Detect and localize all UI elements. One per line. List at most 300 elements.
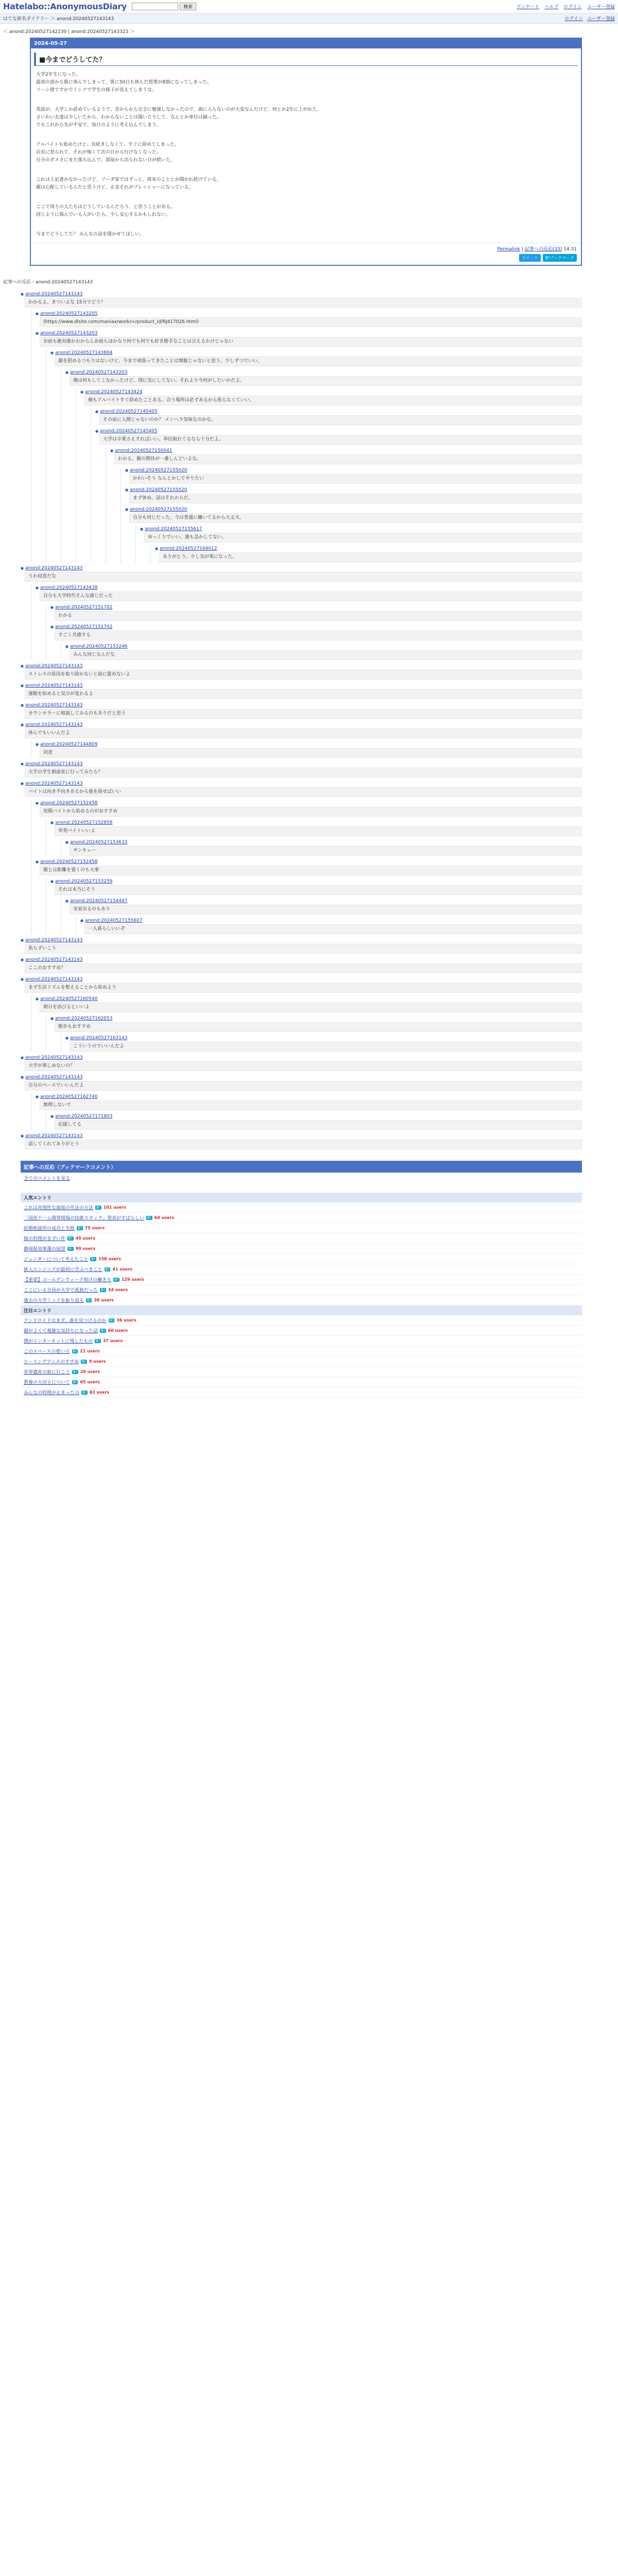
entry-link[interactable]: ジェンダーについて考えたこと — [24, 1257, 89, 1262]
reaction-children — [91, 409, 582, 562]
reaction-node — [21, 565, 582, 660]
reaction-link[interactable]: anond:20240527143143 — [25, 957, 83, 962]
bullet-icon: ● — [36, 860, 39, 864]
subnav-login[interactable]: ログイン — [564, 16, 583, 22]
bullet-icon: ● — [65, 899, 69, 903]
reaction-node — [95, 409, 582, 425]
reaction-node — [36, 800, 582, 856]
reaction-text: 朝日を浴びるといいよ — [40, 1003, 582, 1012]
reaction-link[interactable]: anond:20240527152458 — [40, 859, 98, 865]
bullet-icon: ● — [21, 977, 24, 981]
entry-list-item — [21, 1346, 582, 1357]
reaction-node — [50, 604, 582, 621]
reaction-link[interactable]: anond:20240527143203 — [70, 370, 128, 375]
user-count[interactable]: 158 users — [98, 1257, 121, 1261]
reaction-node — [21, 976, 582, 1052]
bullet-icon: ● — [95, 410, 99, 414]
entry-paragraph: 親は心配しているんだと思うけど、正直それがプレッシャーになっている。 — [36, 185, 194, 190]
entry-paragraph: ソーシ閉ですかでミシナで学生の様子が見えてしまうな。 — [36, 88, 157, 93]
entry-list-item — [21, 1295, 582, 1306]
bookmark-comments-title: 記事への反応（ブックマークコメント） — [21, 1161, 582, 1173]
reaction-link[interactable]: anond:20240527155607 — [85, 918, 143, 923]
reaction-link[interactable]: anond:20240527143143 — [25, 781, 83, 786]
user-count[interactable]: 64 users — [154, 1215, 175, 1220]
bullet-icon: ● — [80, 919, 84, 923]
reaction-head — [50, 604, 582, 611]
reaction-children — [31, 800, 582, 934]
reaction-text: 同意 — [40, 748, 582, 758]
bullet-icon: ● — [65, 645, 69, 649]
reaction-link[interactable]: anond:20240527155617 — [145, 527, 202, 532]
entry-list-item — [21, 1387, 582, 1398]
hatena-bookmark-icon: B! — [96, 1338, 100, 1343]
reaction-link[interactable]: anond:20240527143143 — [25, 1133, 83, 1139]
hatena-bookmark-icon: B! — [73, 1369, 77, 1374]
reaction-head — [50, 878, 582, 885]
bullet-icon: ● — [21, 292, 24, 296]
reaction-link[interactable]: anond:20240527162740 — [40, 1094, 98, 1099]
bullet-icon: ● — [21, 958, 24, 962]
reaction-link[interactable]: anond:20240527143143 — [25, 977, 83, 982]
user-count[interactable]: 75 users — [84, 1226, 105, 1230]
bullet-icon: ● — [36, 331, 39, 335]
reaction-node — [50, 820, 582, 856]
bullet-icon: ● — [65, 1036, 69, 1040]
entry-list-item — [21, 1223, 582, 1233]
bullet-icon: ● — [50, 821, 54, 825]
entry-list-item — [21, 1326, 582, 1336]
entry-link[interactable]: 世界遺産の旅に行こう — [24, 1370, 71, 1375]
reaction-node — [21, 957, 582, 973]
reaction-link[interactable]: anond:20240527151702 — [55, 605, 113, 610]
hatena-bookmark-icon: B! — [109, 1318, 114, 1323]
entry-paragraph: 大学2年生になった。 — [36, 72, 81, 77]
hatena-bookmark-icon: B! — [105, 1267, 110, 1272]
subnav-register[interactable]: ユーザー登録 — [587, 16, 615, 22]
reaction-head — [50, 820, 582, 826]
reactions-header: 記事への反応 - anond:20240527143143 — [3, 280, 93, 285]
reaction-link[interactable]: anond:20240527143424 — [85, 389, 143, 395]
entry-list-item — [21, 1357, 582, 1367]
reaction-link[interactable]: anond:20240527150041 — [115, 448, 173, 453]
reaction-head — [50, 1015, 582, 1022]
reaction-link[interactable]: anond:20240527143143 — [25, 722, 83, 727]
user-count[interactable]: 9 users — [89, 1359, 106, 1364]
reaction-text: サンキュー — [70, 846, 582, 856]
user-count[interactable]: 49 users — [75, 1236, 96, 1241]
reaction-text: うわ同意だな — [25, 572, 582, 582]
nav-help[interactable]: ヘルプ — [544, 5, 559, 10]
entry-link[interactable]: 結婚相談所の成功と失敗 — [24, 1226, 75, 1231]
reaction-link[interactable]: anond:20240527162053 — [55, 1016, 113, 1021]
reaction-node — [36, 996, 582, 1052]
entry-date: 2024-05-27 — [31, 39, 581, 48]
bullet-icon: ● — [21, 1075, 24, 1079]
reaction-text: 短期バイトから始めるのがおすすめ — [40, 807, 582, 817]
reaction-text: 自分も大学時代そんな感じだった — [40, 591, 582, 601]
reaction-link[interactable]: anond:20240527155020 — [130, 487, 187, 493]
hatena-bookmark-icon: B! — [68, 1236, 73, 1241]
reaction-node — [125, 487, 582, 503]
reaction-head — [21, 683, 582, 689]
reaction-link[interactable]: anond:20240527143143 — [25, 1075, 83, 1080]
permalink-link[interactable]: Permalink — [497, 247, 520, 252]
reaction-text: 単発バイトいいよ — [55, 826, 582, 836]
reaction-link[interactable]: anond:20240527155020 — [130, 468, 187, 473]
reaction-head — [36, 741, 582, 748]
reaction-node — [21, 291, 582, 562]
entry-link[interactable]: 僕がインターネットに残したもの — [24, 1339, 93, 1344]
entry-list-item — [21, 1244, 582, 1254]
reaction-node — [21, 683, 582, 699]
entry-body — [31, 70, 581, 243]
entry-link[interactable]: 「国産ゲーム開発現場の技術スタック」発表がすばらしい — [24, 1216, 145, 1221]
reaction-children — [46, 350, 582, 562]
site-logo[interactable]: Hatelabo::AnonymousDiary — [3, 2, 127, 11]
bullet-icon: ● — [155, 547, 159, 551]
tweet-button[interactable]: ツイート — [519, 254, 541, 262]
reaction-node — [36, 859, 582, 934]
search-input[interactable] — [132, 3, 178, 10]
reaction-text: カウンセラーに相談してみるのもありだと思う — [25, 709, 582, 719]
reaction-link[interactable]: anond:20240527153633 — [70, 840, 128, 845]
user-count[interactable]: 34 users — [108, 1287, 128, 1292]
reaction-children — [31, 585, 582, 660]
reaction-head — [36, 859, 582, 866]
bullet-icon: ● — [50, 879, 54, 884]
reaction-head — [36, 996, 582, 1003]
entry-list-item — [21, 1377, 582, 1387]
user-count[interactable]: 36 users — [94, 1298, 114, 1302]
entry-paragraph: 英語が、大学しか読めているようで、昔からから完全に勉強しなかったので、頭に入らないのが大変なんだけど、何とか2年に上がれた。 — [36, 107, 322, 112]
reaction-text: まず休め。話はそれからだ。 — [129, 494, 582, 503]
bookmark-button[interactable]: B!ブックマーク — [543, 254, 577, 262]
reaction-link[interactable]: anond:20240527163143 — [70, 1036, 128, 1041]
reaction-head — [95, 428, 582, 435]
hatena-bookmark-icon: B! — [78, 1226, 82, 1230]
reaction-head — [125, 467, 582, 474]
reaction-text: 応援してる — [55, 1120, 582, 1130]
reaction-children — [31, 741, 582, 758]
user-count[interactable]: 82 users — [89, 1390, 110, 1395]
reaction-head — [21, 937, 582, 944]
reaction-link[interactable]: anond:20240527143143 — [25, 703, 83, 708]
entry-list-item — [21, 1336, 582, 1346]
reaction-link[interactable]: anond:20240527143143 — [25, 1055, 83, 1060]
reaction-node — [21, 663, 582, 680]
entry-list-item — [21, 1285, 582, 1295]
user-count[interactable]: 41 users — [112, 1267, 132, 1272]
reaction-node — [155, 546, 582, 562]
entry-link[interactable]: 親がよくて複雑な気持ちになった話 — [24, 1329, 98, 1334]
reaction-head — [110, 448, 582, 454]
entry-link[interactable]: ここにいる全員が大学で孤独だった — [24, 1288, 98, 1293]
reaction-children — [31, 311, 582, 562]
bullet-icon: ● — [36, 997, 39, 1001]
reaction-link[interactable]: anond:20240527143143 — [25, 664, 83, 669]
user-count[interactable]: 26 users — [80, 1369, 100, 1374]
reaction-node — [21, 1133, 582, 1149]
hatena-bookmark-icon: B! — [82, 1359, 86, 1364]
bullet-icon: ● — [21, 782, 24, 786]
entry-paragraph: ここで周りの人たちはどうしているんだろう、と思うことがある。 — [36, 205, 176, 210]
reactions-link[interactable]: 記事への反応(33) — [524, 247, 562, 252]
bullet-icon: ● — [50, 605, 54, 609]
reaction-link[interactable]: anond:20240527143143 — [25, 566, 83, 571]
nav-survey[interactable]: アンケート — [516, 5, 540, 10]
pager-links[interactable]: ＜ anond:20240527142230 | anond:20240527143323 ＞ — [3, 29, 135, 35]
bullet-icon: ● — [65, 840, 69, 844]
reaction-node — [95, 428, 582, 562]
user-count[interactable]: 37 users — [102, 1338, 123, 1343]
entry-paragraph: 最初の波から既に休んでしまって、既に50日も休んだ授業が8割になってしまった。 — [36, 80, 212, 85]
reaction-head — [21, 663, 582, 670]
reaction-link[interactable]: anond:20240527143203 — [40, 331, 98, 336]
reaction-text: 運動を始めると気分が変わるよ — [25, 689, 582, 699]
reaction-head — [65, 643, 582, 650]
reaction-node — [110, 448, 582, 562]
reaction-text: それは本当にそう — [55, 885, 582, 895]
reaction-link[interactable]: anond:20240527155020 — [130, 507, 187, 512]
user-count[interactable]: 60 users — [108, 1328, 128, 1333]
reaction-node — [125, 467, 582, 484]
reaction-node — [50, 1113, 582, 1130]
user-count[interactable]: 21 users — [80, 1349, 100, 1353]
entry-list-item — [21, 1367, 582, 1377]
hatena-bookmark-icon: B! — [82, 1390, 87, 1395]
reaction-children — [106, 448, 582, 562]
reaction-children — [76, 389, 582, 562]
reaction-head — [21, 702, 582, 709]
user-count[interactable]: 65 users — [80, 1380, 100, 1384]
nav-login[interactable]: ログイン — [563, 5, 582, 10]
bullet-icon: ● — [50, 1114, 54, 1118]
reaction-head — [21, 957, 582, 963]
reaction-text: 焦らずいこう — [25, 944, 582, 954]
header-nav — [517, 3, 615, 10]
entry-link[interactable]: 新人エンジニアが最初に学ぶべきこと — [24, 1267, 102, 1273]
reaction-link[interactable]: anond:20240527151702 — [55, 624, 113, 630]
bullet-icon: ● — [36, 1095, 39, 1099]
reaction-head — [21, 1055, 582, 1061]
reaction-node — [65, 1035, 582, 1052]
reaction-text: わかるよ。きついよな 15分でどう？ — [25, 298, 582, 308]
bullet-icon: ● — [21, 938, 24, 942]
reaction-link[interactable]: anond:20240527160540 — [40, 996, 98, 1002]
user-count[interactable]: 101 users — [103, 1205, 126, 1210]
reaction-text: ゆっくりでいい。誰も急かしてない。 — [144, 533, 582, 543]
bullet-icon: ● — [21, 684, 24, 688]
entry-paragraph — [36, 219, 576, 227]
bullet-icon: ● — [21, 664, 24, 668]
reaction-children — [46, 1113, 582, 1130]
reaction-head — [21, 976, 582, 983]
reaction-link[interactable]: anond:20240527171803 — [55, 1114, 113, 1119]
reaction-head — [50, 350, 582, 357]
reaction-node — [36, 330, 582, 562]
entry-link[interactable]: 教養の大切さについて — [24, 1380, 70, 1385]
reaction-head — [95, 409, 582, 415]
all-comments-link[interactable]: 全てのコメントを見る — [24, 1176, 71, 1181]
entry-list-item — [21, 1213, 582, 1223]
reaction-node — [21, 722, 582, 758]
reaction-head — [80, 918, 582, 924]
reaction-node — [36, 741, 582, 758]
reaction-text: お前も絶対誰かわからんお前らほかなり何でも何でも好き勝手なことは言えるわけじゃない — [40, 337, 582, 347]
reaction-text: ここのおすすめ？ — [25, 963, 582, 973]
reaction-text: わかる。親の期待が一番しんどいよな。 — [114, 454, 582, 464]
reaction-text: 一人暮らしいいぞ — [84, 924, 582, 934]
entry-paragraph — [36, 192, 576, 199]
reaction-link[interactable]: anond:20240527143143 — [25, 683, 83, 688]
bullet-icon: ● — [125, 507, 129, 512]
reaction-node — [21, 937, 582, 954]
reaction-text: バイトは向き不向きあるから他を探せばいい — [25, 787, 582, 797]
nav-register[interactable]: ユーザー登録 — [587, 5, 615, 10]
reaction-children — [46, 1015, 582, 1052]
reaction-link[interactable]: anond:20240527143143 — [25, 292, 83, 297]
hatena-bookmark-icon: B! — [87, 1298, 91, 1302]
reaction-node — [65, 898, 582, 934]
bullet-icon: ● — [21, 762, 24, 766]
share-buttons — [31, 254, 581, 265]
entry-link[interactable]: 嫁の料理がまずい件 — [24, 1236, 66, 1242]
popular-list — [21, 1202, 582, 1306]
reaction-text: 親を慰めるつもりはないけど、今まで頑張ってきたことは無駄じゃないと思う。少しずつでいい。 — [55, 357, 582, 366]
reaction-link[interactable]: anond:20240527145405 — [100, 409, 158, 414]
reaction-head — [65, 898, 582, 905]
hatena-bookmark-icon: B! — [73, 1380, 77, 1384]
reaction-head — [140, 526, 582, 533]
reaction-node — [140, 526, 582, 562]
bullet-icon: ● — [21, 1056, 24, 1060]
entry-link[interactable]: これは再現性な面接の作法の方法 — [24, 1206, 94, 1211]
reaction-link[interactable]: anond:20240527143205 — [40, 311, 98, 316]
reaction-head — [21, 722, 582, 728]
bullet-icon: ● — [21, 703, 24, 707]
reaction-head — [36, 330, 582, 337]
reaction-text: (https://www.dlsite.com/maniax/work/=/product_id/RJ417026.html) — [40, 317, 582, 327]
user-count[interactable]: 129 users — [121, 1277, 144, 1282]
reaction-link[interactable]: anond:20240527143804 — [55, 350, 113, 355]
entry-list-item — [21, 1233, 582, 1244]
reaction-text: その前に人間じゃないのか？ メンヘラ気味なのかな。 — [99, 415, 582, 425]
entry-paragraph — [36, 94, 576, 102]
reaction-node — [21, 761, 582, 777]
reaction-head — [36, 311, 582, 317]
reaction-text: こういうのでいいんだよ — [70, 1042, 582, 1052]
hatena-bookmark-icon: B! — [73, 1349, 77, 1353]
reaction-link[interactable]: anond:20240527153246 — [70, 644, 128, 649]
entry-link[interactable]: 過去の大学ミッドを振り返る — [24, 1298, 84, 1303]
reaction-link[interactable]: anond:20240527143438 — [40, 585, 98, 590]
reaction-node — [80, 389, 582, 562]
reaction-node — [65, 643, 582, 660]
bullet-icon: ● — [140, 527, 144, 531]
entry-paragraph: 店長に怒られて、それが怖くて次の日から行けなくなった。 — [36, 150, 161, 155]
reaction-children — [31, 996, 582, 1052]
entry-paragraph — [36, 164, 576, 172]
reaction-text: 大学の学生相談室に行ってみたら？ — [25, 768, 582, 777]
entry-link[interactable]: このスペースの使い方 — [24, 1349, 70, 1354]
bullet-icon: ● — [50, 1016, 54, 1021]
reaction-children — [61, 898, 582, 934]
reaction-text: すごく共感する — [55, 631, 582, 640]
breadcrumb[interactable]: はてな匿名ダイアリー ＞ anond:20240527143143 — [3, 16, 114, 22]
bullet-icon: ● — [21, 566, 24, 570]
reaction-head — [80, 389, 582, 396]
reaction-children — [31, 1094, 582, 1130]
bullet-icon: ● — [36, 742, 39, 747]
entry-paragraph: でもこれから先が不安で、毎日のように考え込んでしまう。 — [36, 123, 161, 128]
reaction-children — [135, 526, 582, 562]
reaction-head — [36, 585, 582, 591]
entry-paragraph: さいわい友達は少しいたから、わからないことは聞いたりして、なんとか単位は揃った。 — [36, 115, 221, 120]
user-count[interactable]: 90 users — [75, 1246, 96, 1251]
entry-time: 14:31 — [563, 247, 577, 252]
reaction-link[interactable]: anond:20240527164012 — [160, 546, 217, 551]
bullet-icon: ● — [50, 625, 54, 629]
reaction-node — [50, 350, 582, 562]
reaction-text: まず生活リズムを整えることから始めよう — [25, 983, 582, 993]
reaction-children — [121, 467, 582, 562]
reaction-text: 実家出るのもあり — [70, 905, 582, 914]
entry-list-item — [21, 1202, 582, 1213]
reaction-link[interactable]: anond:20240527143143 — [25, 938, 83, 943]
bullet-icon: ● — [125, 468, 129, 472]
reaction-head — [65, 839, 582, 846]
entry-link[interactable]: アンドロイドはまず、誰を見つけるのか — [24, 1318, 107, 1324]
reaction-head — [21, 761, 582, 768]
reaction-link[interactable]: anond:20240527152458 — [40, 801, 98, 806]
sub-header — [0, 13, 618, 24]
reaction-node — [36, 585, 582, 660]
entry-link[interactable]: みんなの時間が止まった日 — [24, 1391, 80, 1396]
entry-paragraph: 同じように悩んでいる人がいたら、少し安心するかもしれない。 — [36, 212, 171, 217]
reaction-node — [36, 311, 582, 327]
bullet-icon: ● — [36, 312, 39, 316]
hot-list — [21, 1315, 582, 1398]
reaction-children — [46, 878, 582, 934]
reaction-text: 自分のペースでいいんだよ — [25, 1081, 582, 1091]
reaction-link[interactable]: anond:20240527153259 — [55, 879, 113, 884]
reaction-link[interactable]: anond:20240527145405 — [100, 429, 158, 434]
entry-link[interactable]: 静岡県知事選の展望 — [24, 1247, 66, 1252]
bottom-boxes — [21, 1161, 582, 1398]
hatena-bookmark-icon: B! — [147, 1215, 151, 1220]
reaction-link[interactable]: anond:20240527144809 — [40, 742, 98, 747]
reaction-head — [155, 546, 582, 552]
search-button[interactable]: 検索 — [180, 3, 196, 10]
user-count[interactable]: 36 users — [116, 1318, 136, 1323]
reaction-text: 散歩もおすすめ — [55, 1022, 582, 1032]
reaction-children — [61, 1035, 582, 1052]
reaction-link[interactable]: anond:20240527152858 — [55, 820, 113, 825]
reaction-text: 話してくれてありがとう — [25, 1140, 582, 1149]
reaction-link[interactable]: anond:20240527154447 — [70, 899, 128, 904]
reaction-link[interactable]: anond:20240527143143 — [25, 761, 83, 767]
reaction-head — [21, 565, 582, 572]
entry-link[interactable]: ヒーリングアニメのすすめ — [24, 1360, 79, 1365]
entry-paragraph: これは上記書かなかったけど、ソーダ家ではずっと、将来のこととか聞かれ続けている。 — [36, 177, 221, 182]
reaction-children — [61, 839, 582, 856]
reaction-head — [125, 487, 582, 494]
reaction-children — [46, 820, 582, 856]
entry-paragraph — [36, 129, 576, 137]
entry-link[interactable]: 【重要】ゴールデンウィーク明けの働き方 — [24, 1278, 112, 1283]
diary-entry — [30, 38, 582, 266]
site-header — [0, 0, 618, 13]
